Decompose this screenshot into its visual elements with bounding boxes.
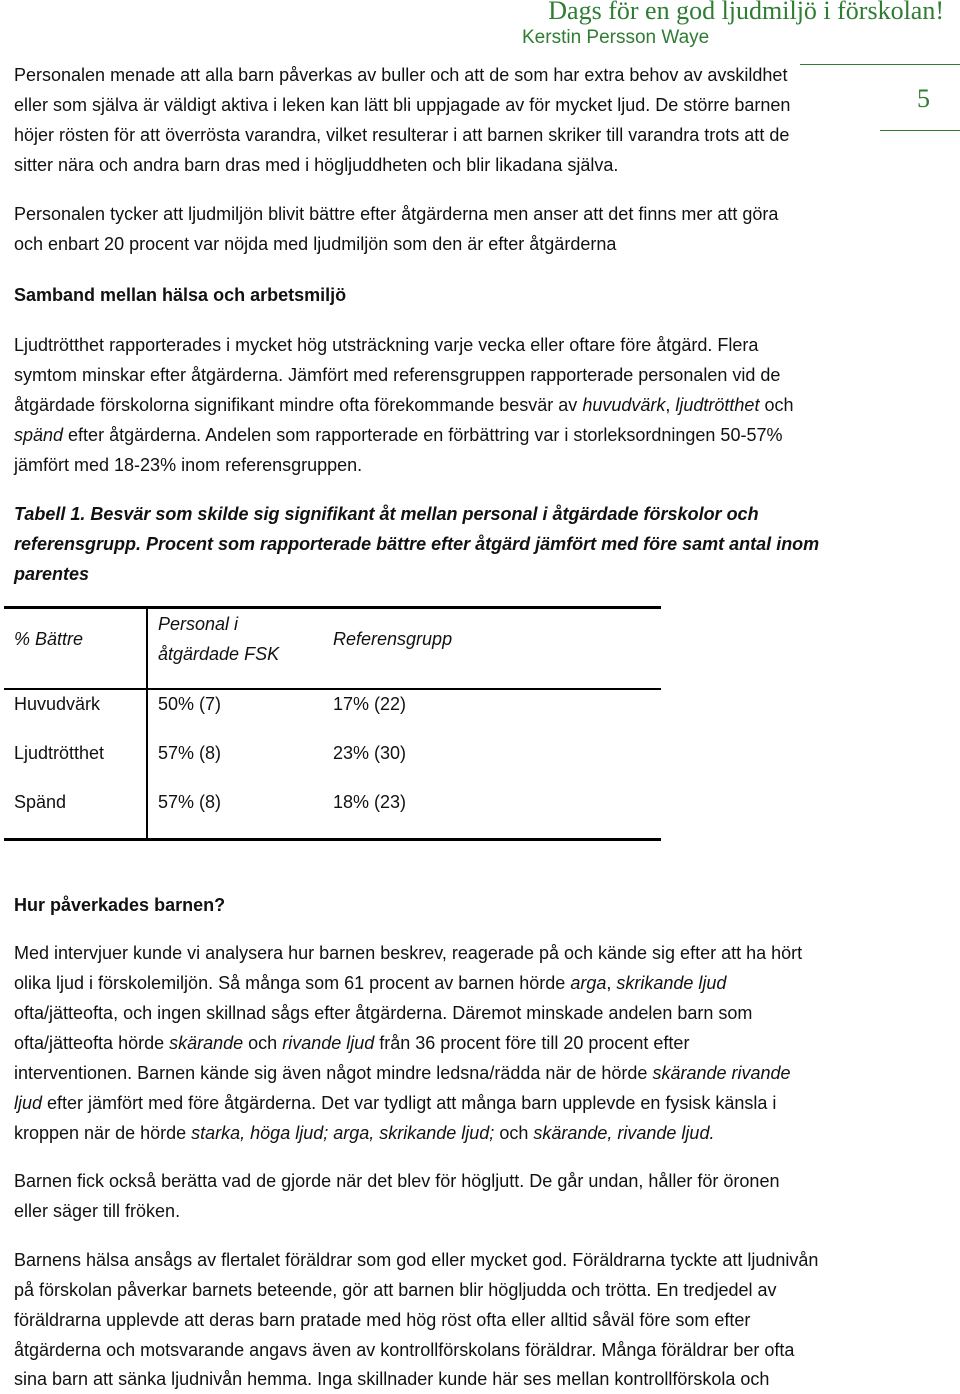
text-run-italic: ljud [14,1093,43,1113]
section-heading-health: Samband mellan hälsa och arbetsmiljö [14,285,347,305]
text-line: föräldrarna upplevde att deras barn pratade med hög röst ofta eller alltid såväl före som efter [14,1310,751,1330]
table-column-rule [146,606,148,841]
text-run-italic: ljudtrötthet [675,395,760,415]
table-header-reference: Referensgrupp [333,629,453,649]
text-run-italic: starka, höga ljud; arga, skrikande ljud; [191,1123,495,1143]
text-run-italic: skärande, rivande ljud. [533,1123,715,1143]
table-header-staff-line2: åtgärdade FSK [158,644,280,664]
table-row-label: Spänd [14,792,67,812]
text-run: interventionen. Barnen kände sig även något mindre ledsna/rädda när de hörde [14,1063,653,1083]
text-run-italic: skärande [169,1033,244,1053]
table-cell-ref: 17% (22) [333,694,407,714]
table-top-rule [4,606,661,609]
text-run: efter jämfört med före åtgärderna. Det var tydligt att många barn upplevde en fysisk känsla i [42,1093,777,1113]
text-run: olika ljud i förskolemiljön. Så många som 61 procent av barnen hörde [14,973,571,993]
caption-line: referensgrupp. Procent som rapporterade bättre efter åtgärd jämfört med före samt antal inom [14,534,820,554]
text-line [14,420,894,450]
table-cell-ref: 23% (30) [333,743,407,763]
text-line [14,1118,894,1148]
table-cell-fsk: 50% (7) [158,694,222,714]
caption-line: parentes [14,564,90,584]
text-line [14,390,894,420]
section-heading-children: Hur påverkades barnen? [14,895,226,915]
text-line: på förskolan påverkar barnets beteende, gör att barnen blir högljudda och trötta. En tredjedel av [14,1280,777,1300]
text-run-italic: spänd [14,425,64,445]
text-run-italic: skrikande ljud [616,973,727,993]
text-line: och enbart 20 procent var nöjda med ljudmiljön som den är efter åtgärderna [14,234,617,254]
text-run-italic: huvudvärk [582,395,666,415]
text-line: sina barn att sänka ljudnivån hemma. Inga skillnader kunde här ses mellan kontrollförskola och [14,1369,770,1389]
text-line: Med intervjuer kunde vi analysera hur barnen beskrev, reagerade på och kände sig efter att ha hört [14,943,803,963]
text-run: åtgärdade förskolorna signifikant mindre ofta förekommande besvär av [14,395,583,415]
caption-line: Tabell 1. Besvär som skilde sig signifikant åt mellan personal i åtgärdade förskolor och [14,504,759,524]
header-author: Kerstin Persson Waye [522,27,710,48]
text-run: och [243,1033,283,1053]
text-line: eller som själva är väldigt aktiva i leken kan lätt bli uppjagade av för mycket ljud. De större barnen [14,95,791,115]
table-header-percent: % Bättre [14,629,84,649]
header-title: Dags för en god ljudmiljö i förskolan! [548,0,944,25]
table-cell-fsk: 57% (8) [158,792,222,812]
text-run-italic: arga [570,973,607,993]
text-line: Personalen tycker att ljudmiljön blivit bättre efter åtgärderna men anser att det finns mer att göra [14,204,779,224]
text-run: efter åtgärderna. Andelen som rapporterade en förbättring var i storleksordningen 50-57% [63,425,783,445]
table-row-label: Huvudvärk [14,694,101,714]
text-run: från 36 procent före till 20 procent efter [374,1033,690,1053]
text-line: Personalen menade att alla barn påverkas av buller och att de som har extra behov av avskildhet [14,65,788,85]
text-run: kroppen när de hörde [14,1123,192,1143]
text-line: sitter nära och andra barn dras med i högljuddheten och blir likadana själva. [14,155,619,175]
text-run: och [759,395,794,415]
text-run: ofta/jätteofta hörde [14,1033,170,1053]
text-line: Barnens hälsa ansågs av flertalet föräldrar som god eller mycket god. Föräldrarna tyckte att ljudnivån [14,1250,819,1270]
text-run: , [606,973,617,993]
text-line: Ljudtrötthet rapporterades i mycket hög utsträckning varje vecka eller oftare före åtgärd. Flera [14,335,759,355]
table-bottom-rule [4,838,661,841]
text-run-italic: rivande ljud [282,1033,375,1053]
text-line: Barnen fick också berätta vad de gjorde när det blev för högljutt. De går undan, håller för öronen [14,1171,780,1191]
text-line: åtgärderna och motsvarande angavs även av kontrollförskolans föräldrar. Många föräldrar ber ofta [14,1340,795,1360]
text-line [14,1028,894,1058]
text-run: , [665,395,676,415]
text-line: ofta/jätteofta, och ingen skillnad sågs efter åtgärderna. Däremot minskade andelen barn som [14,1003,753,1023]
text-line: jämfört med 18-23% inom referensgruppen. [14,455,363,475]
text-line: symtom minskar efter åtgärderna. Jämfört med referensgruppen rapporterade personalen vid de [14,365,781,385]
text-run: och [494,1123,534,1143]
table-row-label: Ljudtrötthet [14,743,105,763]
text-line: höjer rösten för att överrösta varandra, vilket resulterar i att barnen skriker till varandra trots att de [14,125,790,145]
table-cell-fsk: 57% (8) [158,743,222,763]
table-cell-ref: 18% (23) [333,792,407,812]
text-line [14,1058,894,1088]
text-line: eller säger till fröken. [14,1201,181,1221]
page-number: 5 [917,84,930,113]
text-line [14,1088,894,1118]
text-line [14,968,894,998]
table-header-staff-line1: Personal i [158,614,239,634]
text-run-italic: skärande rivande [652,1063,791,1083]
